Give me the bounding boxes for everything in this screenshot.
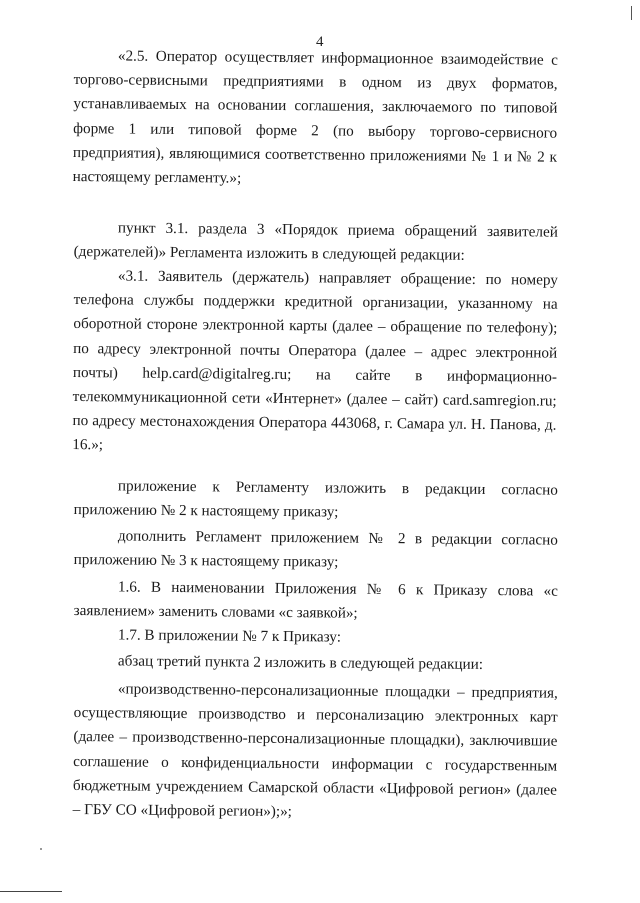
scan-speck [40,848,42,850]
paragraph-1-7: 1.7. В приложении № 7 к Приказу: [117,626,342,646]
paragraph-appendix-change: приложение к Регламенту изложить в редакции согласно приложению № 2 к настоящему приказу; [73,477,558,521]
page-number: 4 [316,34,324,50]
scan-edge-mark [631,6,632,20]
paragraph-abzac-third: абзац третий пункта 2 изложить в следующей редакции: [117,652,484,673]
paragraph-production-sites: «производственно-персонализационные площадки – предприятия, осуществляющие производство и персонализацию электронных карт (далее – производственно-персонализационные площадки), заключившие соглашение о конфиденциальности информации с государственным бюджетным учреждением Самарской области «Цифровой регион» (далее – ГБУ СО «Цифровой регион»);»; [72,680,558,821]
paragraph-item-3-1-intro: пункт 3.1. раздела 3 «Порядок приема обращений заявителей (держателей)» Регламента изложить в следующей редакции: [73,219,558,264]
scan-edge-line [0,891,62,892]
paragraph-2-5: «2.5. Оператор осуществляет информационное взаимодействие с торгово-сервисными предприятиями в одном из двух форматов, устанавливаемых на основании соглашения, заключаемого по типовой форме 1 или типовой форме 2 (по выбору торгово-сервисного предприятия), являющимися соответственно приложениями № 1 и № 2 к настоящему регламенту.»; [72,47,558,187]
paragraph-add-appendix: дополнить Регламент приложением № 2 в редакции согласно приложению № 3 к настоящему приказу; [73,527,558,571]
paragraph-3-1-text: «3.1. Заявитель (держатель) направляет обращение: по номеру телефона службы поддержки кредитной организации, указанному на оборотной стороне электронной карты (далее – обращение по телефону); по адресу электронной почты Оператора (далее – адрес электронной почты) help.card@digitalreg.ru; на сайте в информационно-телекоммуникационной сети «Интернет» (далее – сайт) card.samregion.ru; по адресу местонахождения Оператора 443068, г. Самара ул. Н. Панова, д. 16.»; [72,267,558,454]
paragraph-1-6: 1.6. В наименовании Приложения № 6 к Приказу слова «с заявлением» заменить словами «с заявкой»; [73,578,558,622]
